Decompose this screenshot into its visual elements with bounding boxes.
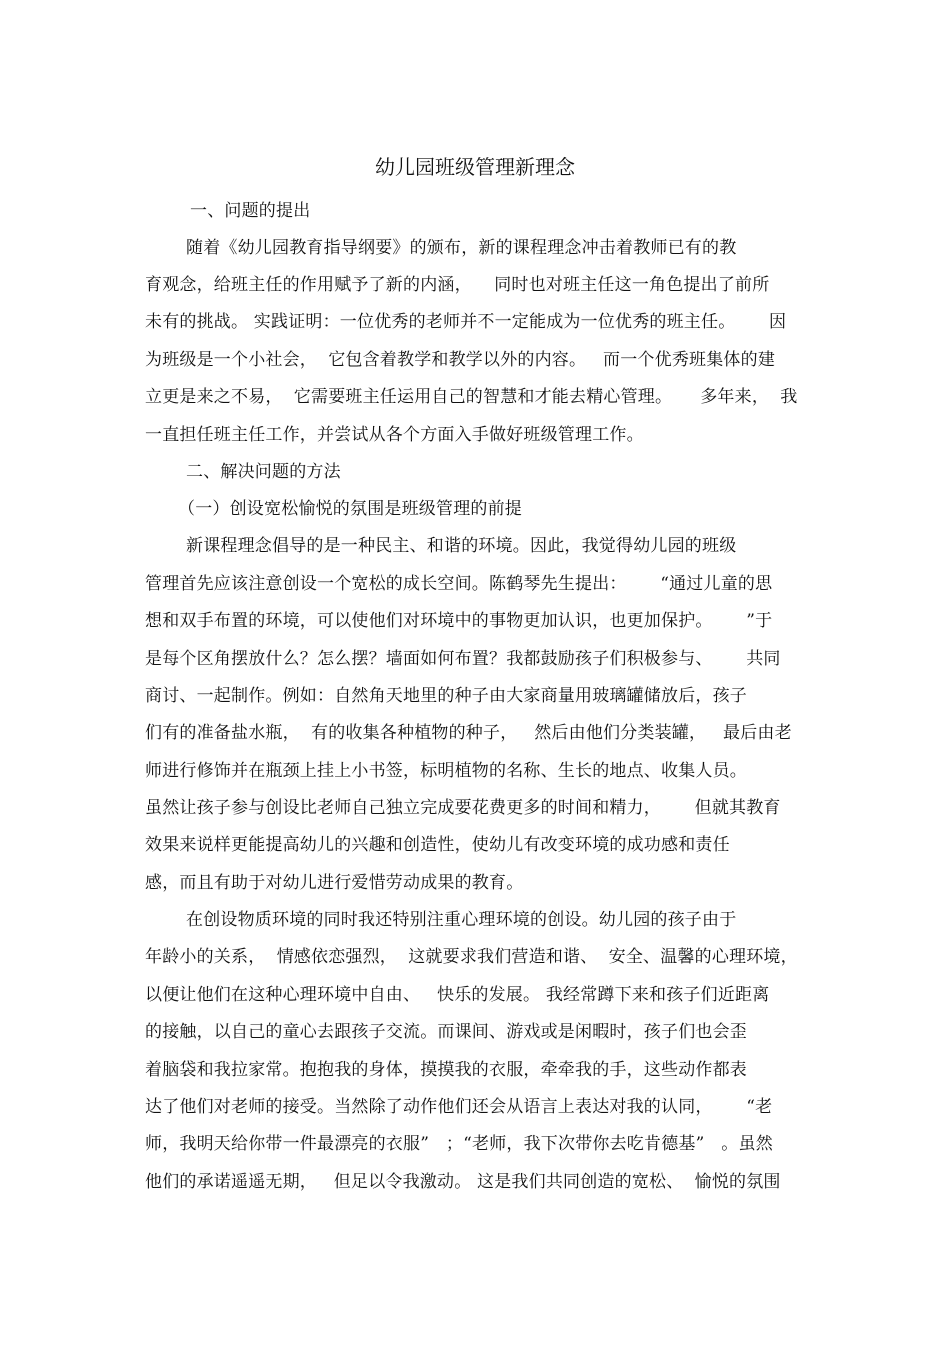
- subheading-1: （一）创设宽松愉悦的氛围是班级管理的前提: [178, 499, 522, 519]
- paragraph-line: 想和双手布置的环境，可以使他们对环境中的事物更加认识，也更加保护。 ”于: [145, 611, 773, 631]
- heading-section-1: 一、问题的提出: [190, 201, 311, 221]
- document-title: 幼儿园班级管理新理念: [375, 155, 575, 179]
- paragraph-line: 为班级是一个小社会， 它包含着教学和教学以外的内容。 而一个优秀班集体的建: [145, 350, 776, 370]
- paragraph-line: 育观念，给班主任的作用赋予了新的内涵， 同时也对班主任这一角色提出了前所: [145, 275, 770, 295]
- paragraph-line: 他们的承诺遥遥无期， 但足以令我激动。 这是我们共同创造的宽松、 愉悦的氛围: [145, 1172, 781, 1192]
- paragraph-line: 年龄小的关系， 情感依恋强烈， 这就要求我们营造和谐、 安全、温馨的心理环境，: [145, 947, 798, 967]
- paragraph-line: 立更是来之不易， 它需要班主任运用自己的智慧和才能去精心管理。 多年来， 我: [145, 387, 798, 407]
- paragraph-line: 感，而且有助于对幼儿进行爱惜劳动成果的教育。: [145, 873, 524, 893]
- paragraph-line: 商讨、一起制作。例如：自然角天地里的种子由大家商量用玻璃罐储放后，孩子: [145, 686, 747, 706]
- paragraph-line: 师，我明天给你带一件最漂亮的衣服” ；“老师，我下次带你去吃肯德基” 。虽然: [145, 1134, 773, 1154]
- paragraph-line: 师进行修饰并在瓶颈上挂上小书签，标明植物的名称、生长的地点、收集人员。: [145, 761, 747, 781]
- paragraph-line: 新课程理念倡导的是一种民主、和谐的环境。因此，我觉得幼儿园的班级: [186, 536, 737, 556]
- paragraph-line: 以便让他们在这种心理环境中自由、 快乐的发展。 我经常蹲下来和孩子们近距离: [145, 985, 770, 1005]
- paragraph-line: 一直担任班主任工作，并尝试从各个方面入手做好班级管理工作。: [145, 425, 644, 445]
- paragraph-line: 达了他们对老师的接受。当然除了动作他们还会从语言上表达对我的认同， “老: [145, 1097, 773, 1117]
- heading-section-2: 二、解决问题的方法: [186, 462, 341, 482]
- paragraph-line: 在创设物质环境的同时我还特别注重心理环境的创设。幼儿园的孩子由于: [186, 910, 737, 930]
- paragraph-line: 管理首先应该注意创设一个宽松的成长空间。陈鹤琴先生提出： “通过儿童的思: [145, 574, 773, 594]
- paragraph-line: 效果来说样更能提高幼儿的兴趣和创造性，使幼儿有改变环境的成功感和责任: [145, 835, 730, 855]
- paragraph-line: 着脑袋和我拉家常。抱抱我的身体，摸摸我的衣服，牵牵我的手，这些动作都表: [145, 1060, 747, 1080]
- paragraph-line: 是每个区角摆放什么？怎么摆？墙面如何布置？我都鼓励孩子们积极参与、 共同: [145, 649, 781, 669]
- paragraph-line: 随着《幼儿园教育指导纲要》的颁布，新的课程理念冲击着教师已有的教: [186, 238, 737, 258]
- paragraph-line: 未有的挑战。 实践证明：一位优秀的老师并不一定能成为一位优秀的班主任。 因: [145, 312, 787, 332]
- paragraph-line: 们有的准备盐水瓶， 有的收集各种植物的种子， 然后由他们分类装罐， 最后由老: [145, 723, 792, 743]
- paragraph-line: 虽然让孩子参与创设比老师自己独立完成要花费更多的时间和精力， 但就其教育: [145, 798, 781, 818]
- paragraph-line: 的接触，以自己的童心去跟孩子交流。而课间、游戏或是闲暇时，孩子们也会歪: [145, 1022, 747, 1042]
